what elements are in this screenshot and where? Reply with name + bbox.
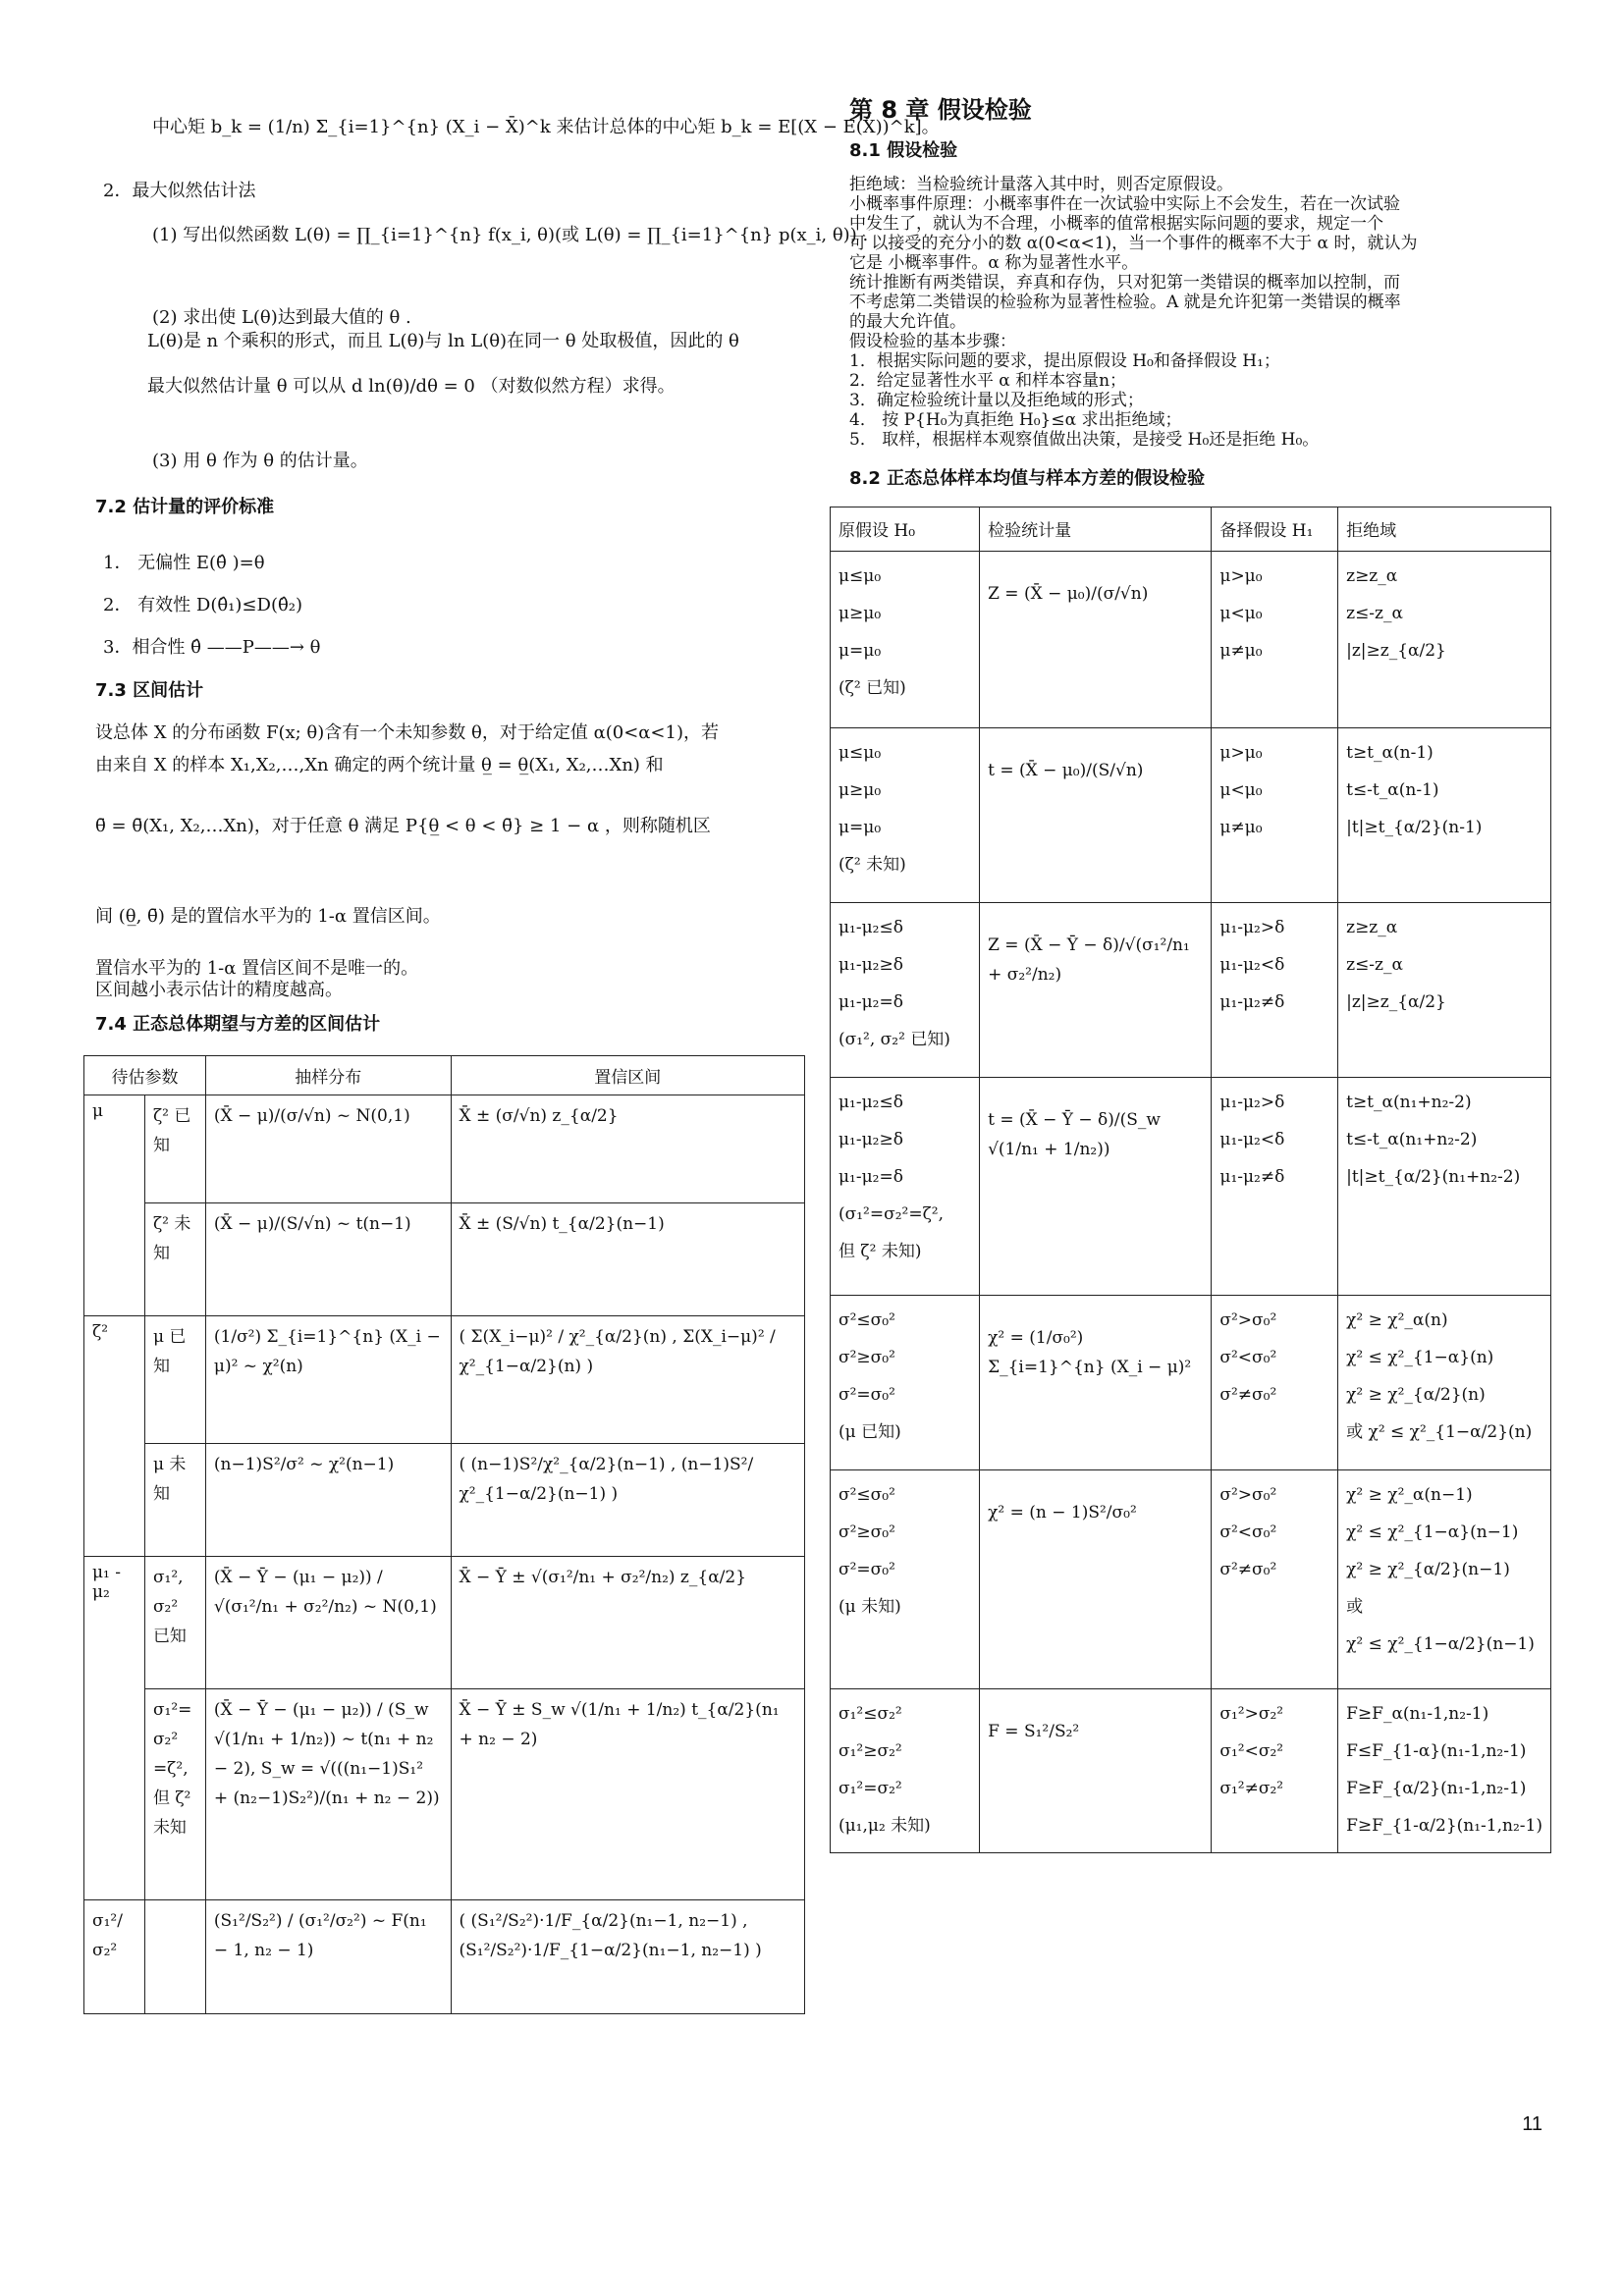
rejection-region-cell bbox=[1338, 1296, 1551, 1470]
step-5: 5． 取样，根据样本观察值做出决策，是接受 H₀还是拒绝 H₀。 bbox=[849, 430, 1320, 450]
null-hypothesis-cell-line: μ₁-μ₂≤δ bbox=[839, 917, 903, 937]
condition-cell: μ 未知 bbox=[144, 1444, 205, 1557]
alternative-hypothesis-cell-line: σ²≠σ₀² bbox=[1219, 1385, 1277, 1406]
rejection-region-cell bbox=[1338, 1470, 1551, 1689]
condition-cell: σ₁²= σ₂² =ζ², 但 ζ² 未知 bbox=[144, 1689, 205, 1900]
rejection-region-cell-line: χ² ≤ χ²_{1−α/2}(n−1) bbox=[1346, 1634, 1535, 1655]
text-line: 小概率事件原理：小概率事件在一次试验中实际上不会发生，若在一次试验 bbox=[849, 194, 1400, 214]
null-hypothesis-cell-line: 但 ζ² 未知) bbox=[839, 1241, 922, 1261]
rejection-region-cell-line: z≤-z_α bbox=[1346, 603, 1403, 623]
alternative-hypothesis-cell-line: σ²>σ₀² bbox=[1219, 1310, 1277, 1331]
interval-text-6: 区间越小表示估计的精度越高。 bbox=[95, 980, 343, 1000]
section-8-1: 8.1 假设检验 bbox=[849, 140, 958, 161]
alternative-hypothesis-cell-line: μ₁-μ₂<δ bbox=[1219, 1129, 1285, 1149]
rejection-region-cell-line: z≥z_α bbox=[1346, 917, 1398, 937]
statistic-cell-formula: t = (X̄ − Ȳ − δ)/(S_w √(1/n₁ + 1/n₂)) bbox=[988, 1109, 1161, 1159]
criterion-efficient: 2． 有效性 D(θ̂₁)≤D(θ̂₂) bbox=[103, 595, 303, 615]
null-hypothesis-cell-line: μ=μ₀ bbox=[839, 640, 882, 661]
section-7-4: 7.4 正态总体期望与方差的区间估计 bbox=[95, 1014, 381, 1035]
null-hypothesis-cell bbox=[831, 727, 980, 902]
rejection-region-cell-line: χ² ≤ χ²_{1−α}(n−1) bbox=[1346, 1522, 1519, 1543]
null-hypothesis-cell-line: μ≤μ₀ bbox=[839, 742, 882, 763]
null-hypothesis-cell-line: (σ₁²=σ₂²=ζ², bbox=[839, 1203, 945, 1224]
mle-step2: (2) 求出使 L(θ)达到最大值的 θ . bbox=[152, 307, 411, 328]
test-row bbox=[831, 551, 1551, 727]
null-hypothesis-cell-line: μ≥μ₀ bbox=[839, 603, 882, 623]
distribution-cell: (S₁²/S₂²) / (σ₁²/σ₂²) ~ F(n₁ − 1, n₂ − 1) bbox=[205, 1900, 451, 2014]
alternative-hypothesis-cell-line: μ>μ₀ bbox=[1219, 742, 1263, 763]
null-hypothesis-cell-line: σ₁²≤σ₂² bbox=[839, 1704, 902, 1725]
chapter-title: 第 8 章 假设检验 bbox=[849, 96, 1032, 124]
test-row bbox=[831, 1689, 1551, 1853]
alternative-hypothesis-cell-line: μ₁-μ₂<δ bbox=[1219, 954, 1285, 975]
null-hypothesis-cell bbox=[831, 1689, 980, 1853]
null-hypothesis-cell bbox=[831, 1296, 980, 1470]
hypothesis-testing-text bbox=[849, 175, 1556, 450]
interval-cell: X̄ − Ȳ ± √(σ₁²/n₁ + σ₂²/n₂) z_{α/2} bbox=[451, 1557, 805, 1689]
mle-step2-text: L(θ)是 n 个乘积的形式，而且 L(θ)与 ln L(θ)在同一 θ 处取极值，因此的 θ bbox=[147, 331, 739, 351]
distribution-cell: (X̄ − μ)/(σ/√n) ~ N(0,1) bbox=[205, 1095, 451, 1203]
condition-cell: σ₁², σ₂² 已知 bbox=[144, 1557, 205, 1689]
statistic-cell bbox=[980, 1296, 1212, 1470]
rejection-region-cell bbox=[1338, 551, 1551, 727]
criterion-unbiased: 1． 无偏性 E(θ̂ )=θ bbox=[103, 553, 265, 573]
interval-cell: ( (n−1)S²/χ²_{α/2}(n−1) , (n−1)S²/χ²_{1−α/2}(n−1) ) bbox=[451, 1444, 805, 1557]
alternative-hypothesis-cell-line: μ<μ₀ bbox=[1219, 603, 1263, 623]
statistic-cell-formula: χ² = (n − 1)S²/σ₀² bbox=[988, 1503, 1137, 1523]
condition-cell: ζ² 未知 bbox=[144, 1203, 205, 1316]
test-row bbox=[831, 902, 1551, 1077]
null-hypothesis-cell-line: (ζ² 已知) bbox=[839, 677, 906, 698]
header-h0: 原假设 H₀ bbox=[831, 507, 980, 552]
interval-text-2: 由来自 X 的样本 X₁,X₂,…,Xn 确定的两个统计量 θ̲ = θ̲(X₁, X₂,…Xn) 和 bbox=[95, 755, 664, 775]
header-rejection: 拒绝域 bbox=[1338, 507, 1551, 552]
hypothesis-test-table bbox=[830, 507, 1551, 1853]
null-hypothesis-cell-line: μ₁-μ₂≥δ bbox=[839, 954, 903, 975]
statistic-cell-formula: t = (X̄ − μ₀)/(S/√n) bbox=[988, 760, 1144, 780]
null-hypothesis-cell-line: μ₁-μ₂≤δ bbox=[839, 1092, 903, 1112]
header-h1: 备择假设 H₁ bbox=[1212, 507, 1338, 552]
alternative-hypothesis-cell bbox=[1212, 1689, 1338, 1853]
header-parameter: 待估参数 bbox=[84, 1056, 206, 1095]
rejection-region-cell-line: F≥F_{α/2}(n₁-1,n₂-1) bbox=[1346, 1779, 1527, 1799]
test-row bbox=[831, 1296, 1551, 1470]
rejection-region-cell-line: |t|≥t_{α/2}(n₁+n₂-2) bbox=[1346, 1166, 1521, 1187]
null-hypothesis-cell-line: (μ₁,μ₂ 未知) bbox=[839, 1816, 931, 1837]
alternative-hypothesis-cell-line: σ²>σ₀² bbox=[1219, 1485, 1277, 1506]
statistic-cell bbox=[980, 727, 1212, 902]
alternative-hypothesis-cell bbox=[1212, 727, 1338, 902]
interval-cell: X̄ ± (σ/√n) z_{α/2} bbox=[451, 1095, 805, 1203]
alternative-hypothesis-cell-line: σ²<σ₀² bbox=[1219, 1348, 1277, 1368]
interval-text-3: θ̄ = θ̄(X₁, X₂,…Xn)，对于任意 θ 满足 P{θ̲ < θ < θ̄} ≥ 1 − α ，则称随机区 bbox=[95, 816, 711, 836]
param-cell: μ₁ - μ₂ bbox=[84, 1557, 145, 1900]
statistic-cell bbox=[980, 1689, 1212, 1853]
alternative-hypothesis-cell-line: μ>μ₀ bbox=[1219, 565, 1263, 586]
alternative-hypothesis-cell-line: σ₁²>σ₂² bbox=[1219, 1704, 1284, 1725]
statistic-cell-formula: χ² = (1/σ₀²) Σ_{i=1}^{n} (X_i − μ)² bbox=[988, 1328, 1192, 1378]
likelihood-function-line: (1) 写出似然函数 L(θ) = ∏_{i=1}^{n} f(x_i, θ)(或 L(θ) = ∏_{i=1}^{n} p(x_i, θ)) . bbox=[152, 225, 869, 245]
rejection-region-cell bbox=[1338, 727, 1551, 902]
text-line: 统计推断有两类错误，弃真和存伪，只对犯第一类错误的概率加以控制，而 bbox=[849, 273, 1400, 293]
alternative-hypothesis-cell bbox=[1212, 1077, 1338, 1296]
param-cell: σ₁²/σ₂² bbox=[84, 1900, 145, 2014]
distribution-cell: (n−1)S²/σ² ~ χ²(n−1) bbox=[205, 1444, 451, 1557]
header-distribution: 抽样分布 bbox=[205, 1056, 451, 1095]
central-moment-line: 中心矩 b_k = (1/n) Σ_{i=1}^{n} (X_i − X̄)^k 来估计总体的中心矩 b_k = E[(X − E(X))^k]。 bbox=[152, 117, 940, 137]
null-hypothesis-cell-line: σ²≥σ₀² bbox=[839, 1348, 895, 1368]
null-hypothesis-cell-line: (μ 已知) bbox=[839, 1422, 901, 1443]
condition-cell: ζ² 已知 bbox=[144, 1095, 205, 1203]
rejection-region-cell-line: F≥F_{1-α/2}(n₁-1,n₂-1) bbox=[1346, 1816, 1542, 1837]
null-hypothesis-cell-line: μ₁-μ₂=δ bbox=[839, 1166, 903, 1187]
null-hypothesis-cell bbox=[831, 551, 980, 727]
rejection-region-cell-line: χ² ≥ χ²_{α/2}(n−1) bbox=[1346, 1560, 1510, 1580]
null-hypothesis-cell-line: σ²≤σ₀² bbox=[839, 1485, 895, 1506]
null-hypothesis-cell bbox=[831, 1077, 980, 1296]
interval-text-4: 间 (θ̲, θ̄) 是的置信水平为的 1-α 置信区间。 bbox=[95, 906, 441, 927]
rejection-region-cell-line: |z|≥z_{α/2} bbox=[1346, 640, 1446, 661]
statistic-cell-formula: Z = (X̄ − μ₀)/(σ/√n) bbox=[988, 583, 1149, 604]
alternative-hypothesis-cell bbox=[1212, 551, 1338, 727]
text-line: 假设检验的基本步骤： bbox=[849, 332, 1016, 351]
mle-step3: (3) 用 θ 作为 θ 的估计量。 bbox=[152, 451, 368, 471]
null-hypothesis-cell-line: μ=μ₀ bbox=[839, 817, 882, 837]
text-line: 的最大允许值。 bbox=[849, 312, 966, 332]
step-3: 3．确定检验统计量以及拒绝域的形式； bbox=[849, 391, 1144, 410]
text-line: 可 以接受的充分小的数 α(0<α<1)，当一个事件的概率不大于 α 时，就认为 bbox=[849, 234, 1418, 253]
null-hypothesis-cell-line: (ζ² 未知) bbox=[839, 854, 906, 875]
distribution-cell: (1/σ²) Σ_{i=1}^{n} (X_i − μ)² ~ χ²(n) bbox=[205, 1316, 451, 1444]
statistic-cell bbox=[980, 551, 1212, 727]
alternative-hypothesis-cell-line: σ²<σ₀² bbox=[1219, 1522, 1277, 1543]
distribution-cell: (X̄ − μ)/(S/√n) ~ t(n−1) bbox=[205, 1203, 451, 1316]
statistic-cell bbox=[980, 902, 1212, 1077]
rejection-region-cell-line: z≥z_α bbox=[1346, 565, 1398, 586]
text-line: 中发生了，就认为不合理，小概率的值常根据实际问题的要求，规定一个 bbox=[849, 214, 1383, 234]
null-hypothesis-cell-line: σ²≥σ₀² bbox=[839, 1522, 895, 1543]
statistic-cell bbox=[980, 1470, 1212, 1689]
header-statistic: 检验统计量 bbox=[980, 507, 1212, 552]
alternative-hypothesis-cell-line: σ₁²≠σ₂² bbox=[1219, 1779, 1284, 1799]
alternative-hypothesis-cell-line: μ<μ₀ bbox=[1219, 779, 1263, 800]
alternative-hypothesis-cell-line: μ≠μ₀ bbox=[1219, 640, 1263, 661]
null-hypothesis-cell-line: σ²=σ₀² bbox=[839, 1385, 895, 1406]
step-2: 2．给定显著性水平 α 和样本容量n； bbox=[849, 371, 1127, 391]
distribution-cell: (X̄ − Ȳ − (μ₁ − μ₂)) / √(σ₁²/n₁ + σ₂²/n₂) ~ N(0,1) bbox=[205, 1557, 451, 1689]
null-hypothesis-cell-line: μ₁-μ₂=δ bbox=[839, 991, 903, 1012]
rejection-region-cell-line: |z|≥z_{α/2} bbox=[1346, 991, 1446, 1012]
null-hypothesis-cell-line: σ²=σ₀² bbox=[839, 1560, 895, 1580]
null-hypothesis-cell bbox=[831, 902, 980, 1077]
param-cell: ζ² bbox=[84, 1316, 145, 1557]
alternative-hypothesis-cell-line: σ²≠σ₀² bbox=[1219, 1560, 1277, 1580]
null-hypothesis-cell-line: μ≤μ₀ bbox=[839, 565, 882, 586]
rejection-region-cell-line: t≤-t_α(n-1) bbox=[1346, 779, 1439, 800]
test-row bbox=[831, 727, 1551, 902]
rejection-region-cell-line: t≤-t_α(n₁+n₂-2) bbox=[1346, 1129, 1478, 1149]
null-hypothesis-cell-line: (μ 未知) bbox=[839, 1597, 901, 1618]
distribution-cell: (X̄ − Ȳ − (μ₁ − μ₂)) / (S_w √(1/n₁ + 1/n₂)) ~ t(n₁ + n₂ − 2), S_w = √(((n₁−1)S₁² + (n₂−1)S₂²)/(n₁ + n₂ − 2)) bbox=[205, 1689, 451, 1900]
rejection-region-cell-line: F≤F_{1-α}(n₁-1,n₂-1) bbox=[1346, 1741, 1527, 1762]
rejection-region-cell-line: 或 bbox=[1346, 1597, 1364, 1618]
null-hypothesis-cell-line: σ²≤σ₀² bbox=[839, 1310, 895, 1331]
alternative-hypothesis-cell-line: μ₁-μ₂>δ bbox=[1219, 917, 1285, 937]
rejection-region-cell-line: z≤-z_α bbox=[1346, 954, 1403, 975]
interval-estimation-table bbox=[83, 1055, 805, 2014]
rejection-region-cell-line: t≥t_α(n₁+n₂-2) bbox=[1346, 1092, 1472, 1112]
null-hypothesis-cell-line: μ≥μ₀ bbox=[839, 779, 882, 800]
statistic-cell-formula: F = S₁²/S₂² bbox=[988, 1722, 1080, 1742]
interval-text-1: 设总体 X 的分布函数 F(x; θ)含有一个未知参数 θ，对于给定值 α(0<α<1)，若 bbox=[95, 722, 719, 743]
mle-heading: 2．最大似然估计法 bbox=[103, 181, 256, 201]
null-hypothesis-cell-line: μ₁-μ₂≥δ bbox=[839, 1129, 903, 1149]
interval-cell: ( Σ(X_i−μ)² / χ²_{α/2}(n) , Σ(X_i−μ)² / χ²_{1−α/2}(n) ) bbox=[451, 1316, 805, 1444]
interval-cell: ( (S₁²/S₂²)·1/F_{α/2}(n₁−1, n₂−1) , (S₁²/S₂²)·1/F_{1−α/2}(n₁−1, n₂−1) ) bbox=[451, 1900, 805, 2014]
rejection-region-cell-line: χ² ≥ χ²_{α/2}(n) bbox=[1346, 1385, 1486, 1406]
statistic-cell-formula: Z = (X̄ − Ȳ − δ)/√(σ₁²/n₁ + σ₂²/n₂) bbox=[988, 934, 1190, 985]
section-7-3: 7.3 区间估计 bbox=[95, 680, 204, 701]
test-row bbox=[831, 1077, 1551, 1296]
interval-cell: X̄ − Ȳ ± S_w √(1/n₁ + 1/n₂) t_{α/2}(n₁ + n₂ − 2) bbox=[451, 1689, 805, 1900]
criterion-consistent: 3．相合性 θ̂ ——P——→ θ bbox=[103, 637, 321, 658]
interval-cell: X̄ ± (S/√n) t_{α/2}(n−1) bbox=[451, 1203, 805, 1316]
alternative-hypothesis-cell-line: μ₁-μ₂≠δ bbox=[1219, 991, 1285, 1012]
rejection-region-cell-line: χ² ≥ χ²_α(n) bbox=[1346, 1310, 1448, 1331]
rejection-region-cell bbox=[1338, 902, 1551, 1077]
alternative-hypothesis-cell-line: σ₁²<σ₂² bbox=[1219, 1741, 1284, 1762]
interval-text-5: 置信水平为的 1-α 置信区间不是唯一的。 bbox=[95, 958, 419, 979]
alternative-hypothesis-cell-line: μ₁-μ₂>δ bbox=[1219, 1092, 1285, 1112]
condition-cell bbox=[144, 1900, 205, 2014]
step-4: 4． 按 P{H₀为真拒绝 H₀}≤α 求出拒绝域； bbox=[849, 410, 1182, 430]
section-7-2: 7.2 估计量的评价标准 bbox=[95, 497, 275, 517]
alternative-hypothesis-cell-line: μ₁-μ₂≠δ bbox=[1219, 1166, 1285, 1187]
param-cell: μ bbox=[84, 1095, 145, 1316]
alternative-hypothesis-cell bbox=[1212, 1296, 1338, 1470]
rejection-region-cell-line: χ² ≤ χ²_{1−α}(n) bbox=[1346, 1348, 1494, 1368]
mle-step2-equation: 最大似然估计量 θ 可以从 d ln(θ)/dθ = 0 （对数似然方程）求得。 bbox=[147, 376, 676, 397]
rejection-region-cell bbox=[1338, 1689, 1551, 1853]
null-hypothesis-cell-line: σ₁²=σ₂² bbox=[839, 1779, 902, 1799]
alternative-hypothesis-cell bbox=[1212, 1470, 1338, 1689]
statistic-cell bbox=[980, 1077, 1212, 1296]
text-line: 拒绝域：当检验统计量落入其中时，则否定原假设。 bbox=[849, 175, 1233, 194]
null-hypothesis-cell-line: σ₁²≥σ₂² bbox=[839, 1741, 902, 1762]
null-hypothesis-cell bbox=[831, 1470, 980, 1689]
rejection-region-cell-line: 或 χ² ≤ χ²_{1−α/2}(n) bbox=[1346, 1422, 1533, 1443]
rejection-region-cell-line: t≥t_α(n-1) bbox=[1346, 742, 1434, 763]
alternative-hypothesis-cell-line: μ≠μ₀ bbox=[1219, 817, 1263, 837]
section-8-2: 8.2 正态总体样本均值与样本方差的假设检验 bbox=[849, 468, 1206, 489]
condition-cell: μ 已知 bbox=[144, 1316, 205, 1444]
rejection-region-cell bbox=[1338, 1077, 1551, 1296]
null-hypothesis-cell-line: (σ₁², σ₂² 已知) bbox=[839, 1029, 950, 1049]
rejection-region-cell-line: F≥F_α(n₁-1,n₂-1) bbox=[1346, 1704, 1489, 1725]
rejection-region-cell-line: |t|≥t_{α/2}(n-1) bbox=[1346, 817, 1483, 837]
text-line: 不考虑第二类错误的检验称为显著性检验。A 就是允许犯第一类错误的概率 bbox=[849, 293, 1401, 312]
rejection-region-cell-line: χ² ≥ χ²_α(n−1) bbox=[1346, 1485, 1473, 1506]
step-1: 1．根据实际问题的要求，提出原假设 H₀和备择假设 H₁； bbox=[849, 351, 1280, 371]
header-interval: 置信区间 bbox=[451, 1056, 805, 1095]
text-line: 它是 小概率事件。α 称为显著性水平。 bbox=[849, 253, 1139, 273]
alternative-hypothesis-cell bbox=[1212, 902, 1338, 1077]
page-number: 11 bbox=[1522, 2113, 1542, 2135]
test-row bbox=[831, 1470, 1551, 1689]
